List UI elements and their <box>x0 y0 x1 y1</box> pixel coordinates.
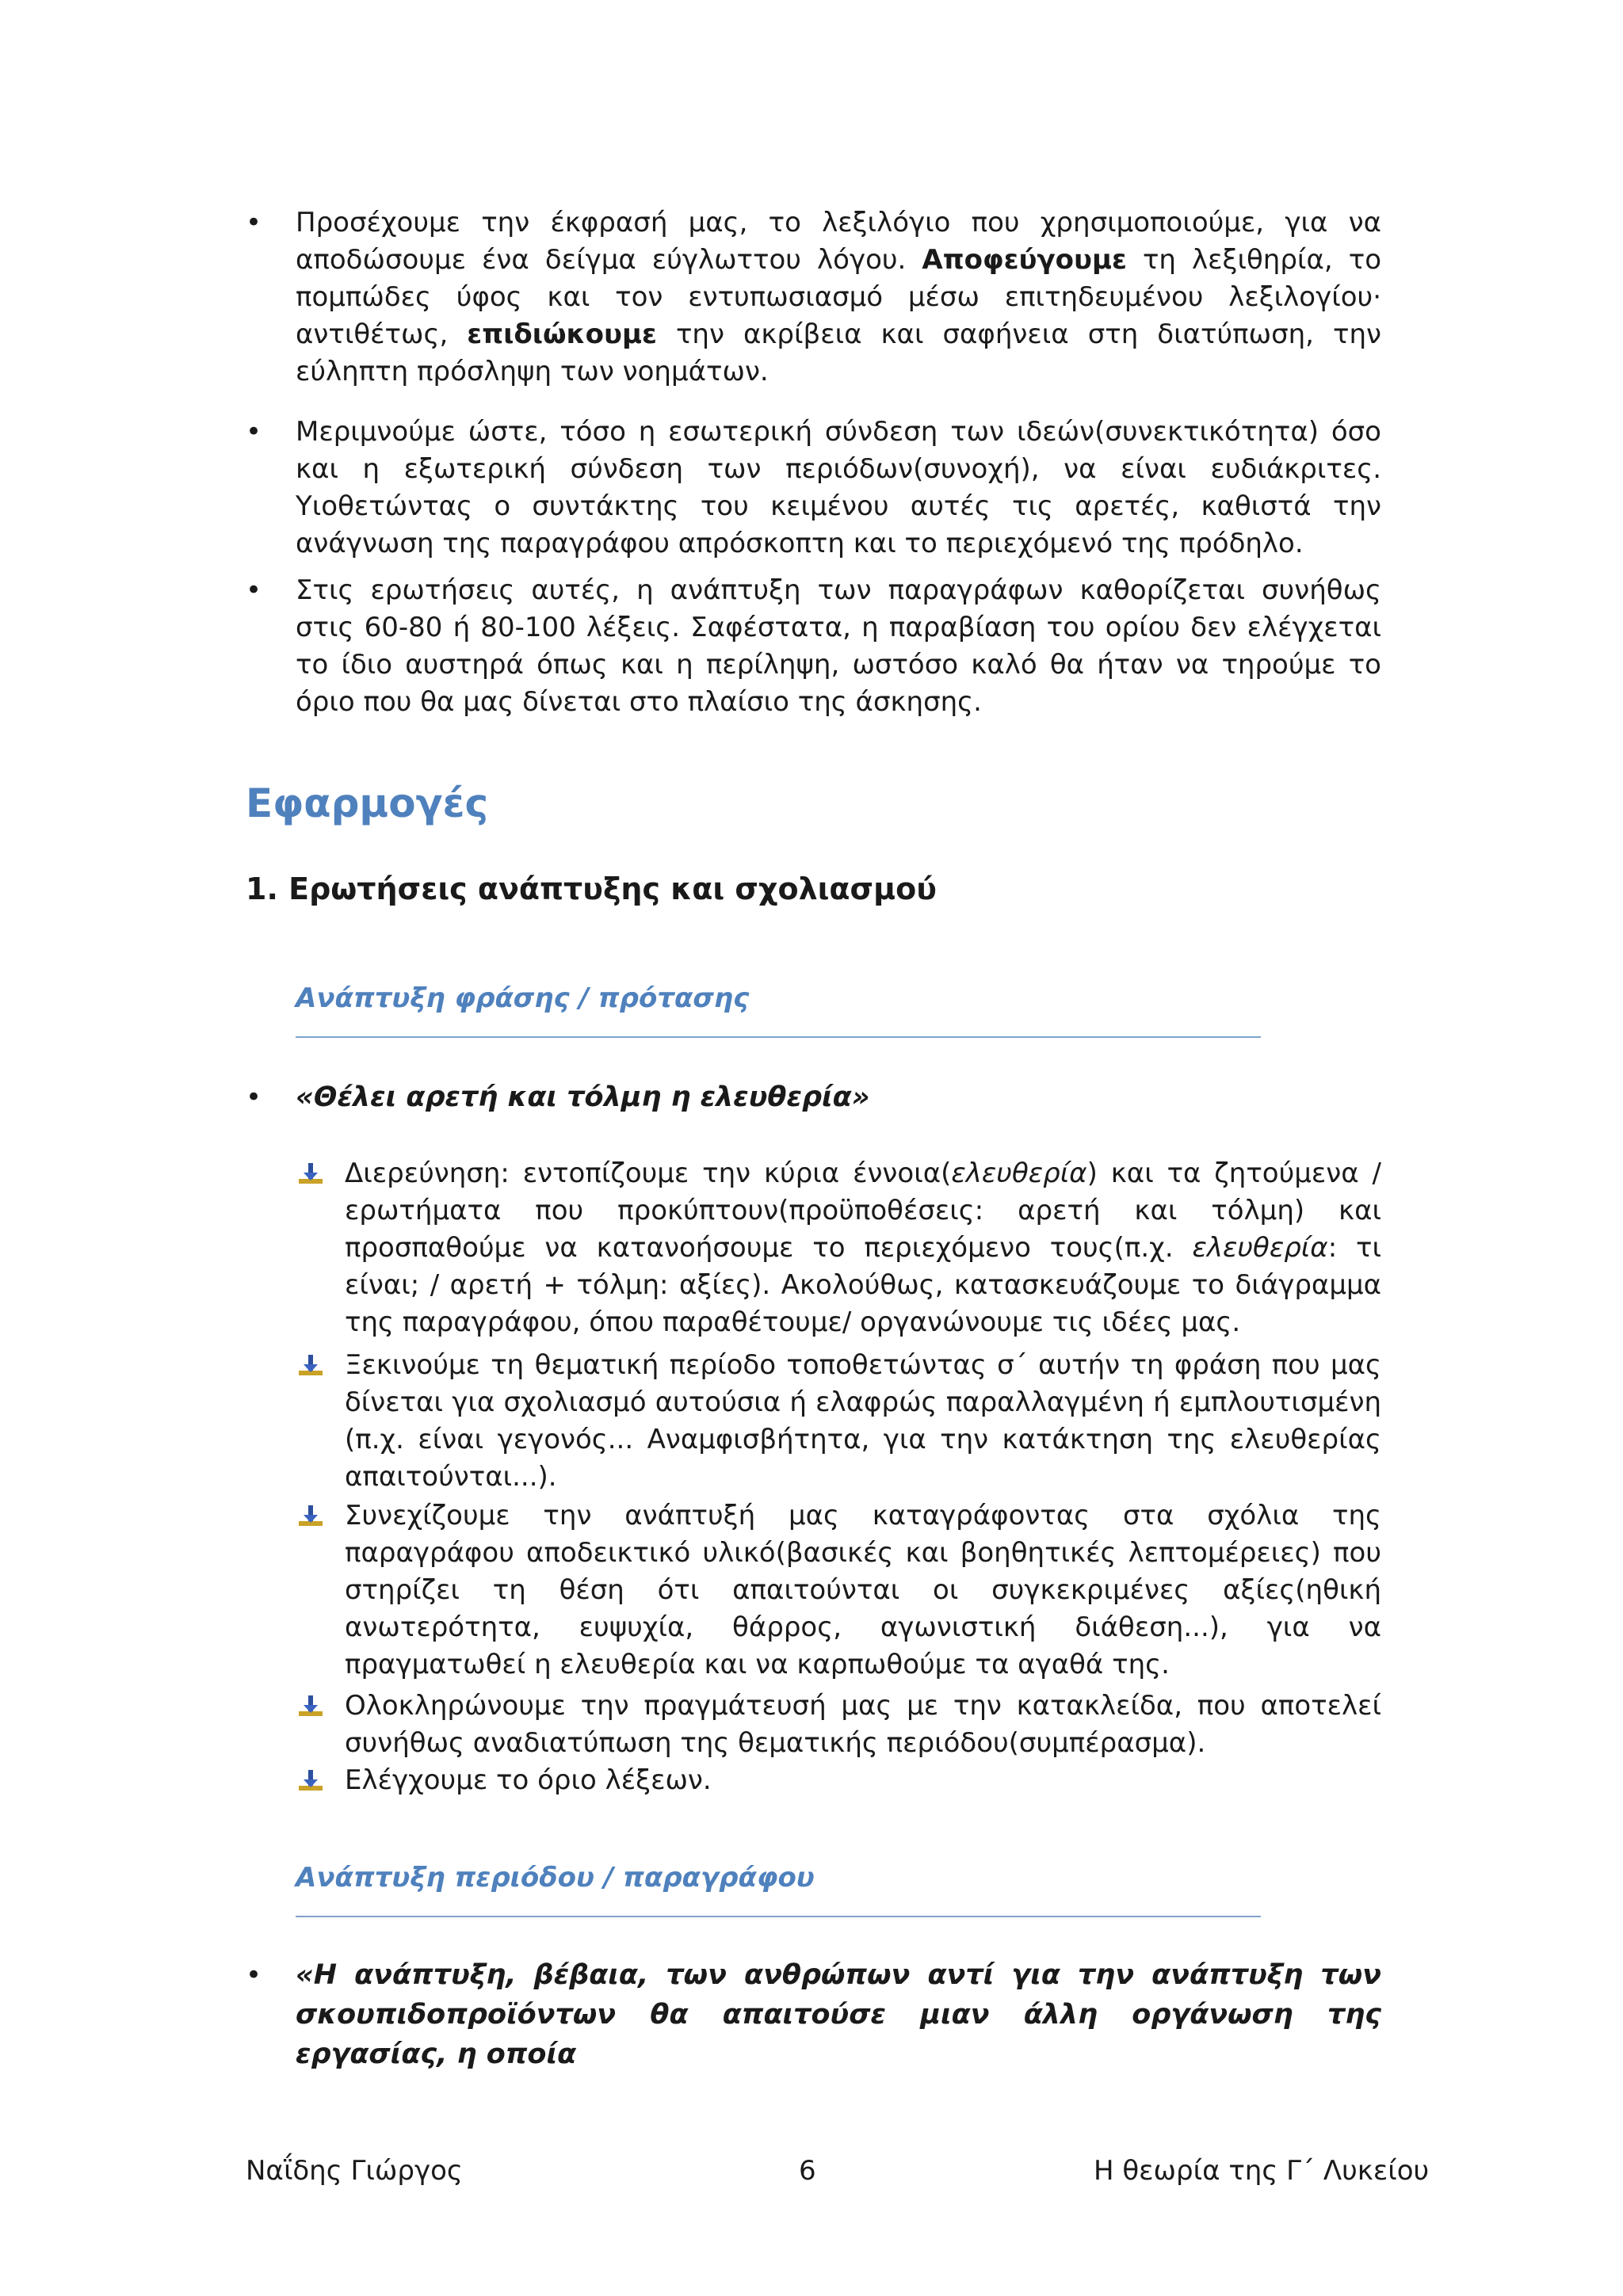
intro-bullet-3 <box>296 572 1381 721</box>
bullet-marker: • <box>246 416 262 448</box>
italic-term: ελευθερία <box>1192 1232 1328 1264</box>
text-run: : τι είναι; / αρετή + τόλμη: αξίες). Ακολούθως, κατασκευάζουμε το διάγραμμα της παραγράφου, όπου παραθέτουμε/ οργανώνουμε τις ιδέες μας. <box>345 1232 1381 1338</box>
subheading-underline <box>296 1036 1261 1038</box>
section-title: Εφαρμογές <box>246 780 489 826</box>
bullet-marker: • <box>246 1959 262 1991</box>
bullet-arrow-icon <box>297 1353 324 1380</box>
step-3 <box>345 1497 1381 1684</box>
subheading-paragraph-development: Ανάπτυξη περιόδου / παραγράφου <box>296 1862 815 1894</box>
text-run: Ολοκληρώνουμε την πραγμάτευσή μας με την κατακλείδα, που αποτελεί συνήθως αναδιατύπωση της θεματικής περιόδου(συμπέρασμα). <box>345 1690 1381 1759</box>
text-run: Μεριμνούμε ώστε, τόσο η εσωτερική σύνδεση των ιδεών(συνεκτικότητα) όσο και η εξωτερική σύνδεση των περιόδων(συνοχή), να είναι ευδιάκριτες. Υιοθετώντας ο συντάκτης του κειμένου αυτές τις αρετές, καθιστά την ανάγνωση της παραγράφου απρόσκοπτη και το περιεχόμενό της πρόδηλο. <box>296 416 1381 559</box>
text-run: την ακρίβεια και σαφήνεια στη διατύπωση, την εύληπτη πρόσληψη των νοημάτων. <box>296 318 1381 387</box>
subheading-underline <box>296 1916 1261 1917</box>
footer-page-number: 6 <box>799 2155 816 2187</box>
bullet-marker: • <box>246 574 262 606</box>
text-run: ) και τα ζητούμενα / ερωτήματα που προκύπτουν(προϋποθέσεις: αρετή και τόλμη) και προσπαθούμε να κατανοήσουμε το περιεχόμενο τους(π.χ. <box>345 1158 1381 1264</box>
bullet-arrow-icon <box>297 1504 324 1531</box>
footer-author: Ναΐδης Γιώργος <box>246 2155 463 2187</box>
bullet-arrow-icon <box>297 1694 324 1721</box>
italic-term: ελευθερία <box>951 1158 1087 1189</box>
bullet-arrow-icon <box>297 1161 324 1188</box>
bullet-marker: • <box>246 207 262 238</box>
bullet-arrow-icon <box>297 1768 324 1795</box>
step-1 <box>345 1155 1381 1341</box>
bold-term: Αποφεύγουμε <box>922 244 1127 276</box>
step-4 <box>345 1688 1381 1762</box>
bold-term: επιδιώκουμε <box>467 318 657 350</box>
footer-book-title: Η θεωρία της Γ΄ Λυκείου <box>1094 2155 1430 2187</box>
quote-freedom: «Θέλει αρετή και τόλμη η ελευθερία» <box>296 1081 870 1113</box>
text-run: Ελέγχουμε το όριο λέξεων. <box>345 1764 712 1796</box>
step-2 <box>345 1347 1381 1496</box>
subheading-phrase-development: Ανάπτυξη φράσης / πρότασης <box>296 982 750 1014</box>
text-run: τη λεξιθηρία, το πομπώδες ύφος και τον εντυπωσιασμό μέσω επιτηδευμένου λεξιλογίου· αντιθέτως, <box>296 244 1381 350</box>
text-run: Ξεκινούμε τη θεματική περίοδο τοποθετώντας σ΄ αυτήν τη φράση που μας δίνεται για σχολιασμό αυτούσια ή ελαφρώς παραλλαγμένη ή εμπλουτισμένη (π.χ. είναι γεγονός... Αναμφισβήτητα, για την κατάκτηση της ελευθερίας απαιτούνται...). <box>345 1349 1381 1493</box>
bullet-marker: • <box>246 1081 262 1113</box>
numbered-heading: 1. Ερωτήσεις ανάπτυξης και σχολιασμού <box>246 871 937 906</box>
text-run: Διερεύνηση: εντοπίζουμε την κύρια έννοια( <box>345 1158 952 1189</box>
quote-development: «Η ανάπτυξη, βέβαια, των ανθρώπων αντί για την ανάπτυξη των σκουπιδοπροϊόντων θα απαιτούσε μιαν άλλη οργάνωση της εργασίας, η οποία <box>296 1959 1381 2070</box>
text-run: Στις ερωτήσεις αυτές, η ανάπτυξη των παραγράφων καθορίζεται συνήθως στις 60-80 ή 80-100 λέξεις. Σαφέστατα, η παραβίαση του ορίου δεν ελέγχεται το ίδιο αυστηρά όπως και η περίληψη, ωστόσο καλό θα ήταν να τηρούμε το όριο που θα μας δίνεται στο πλαίσιο της άσκησης. <box>296 574 1381 718</box>
step-5 <box>345 1762 1381 1799</box>
intro-bullet-1 <box>296 204 1381 391</box>
text-run: Συνεχίζουμε την ανάπτυξή μας καταγράφοντας στα σχόλια της παραγράφου αποδεικτικό υλικό(βασικές και βοηθητικές λεπτομέρειες) που στηρίζει τη θέση ότι απαιτούνται οι συγκεκριμένες αξίες(ηθική ανωτερότητα, ευψυχία, θάρρος, αγωνιστική διάθεση...), για να πραγματωθεί η ελευθερία και να καρπωθούμε τα αγαθά της. <box>345 1500 1381 1680</box>
intro-bullet-2 <box>296 414 1381 563</box>
text-run: Προσέχουμε την έκφρασή μας, το λεξιλόγιο που χρησιμοποιούμε, για να αποδώσουμε ένα δείγμα εύγλωττου λόγου. <box>296 207 1381 276</box>
